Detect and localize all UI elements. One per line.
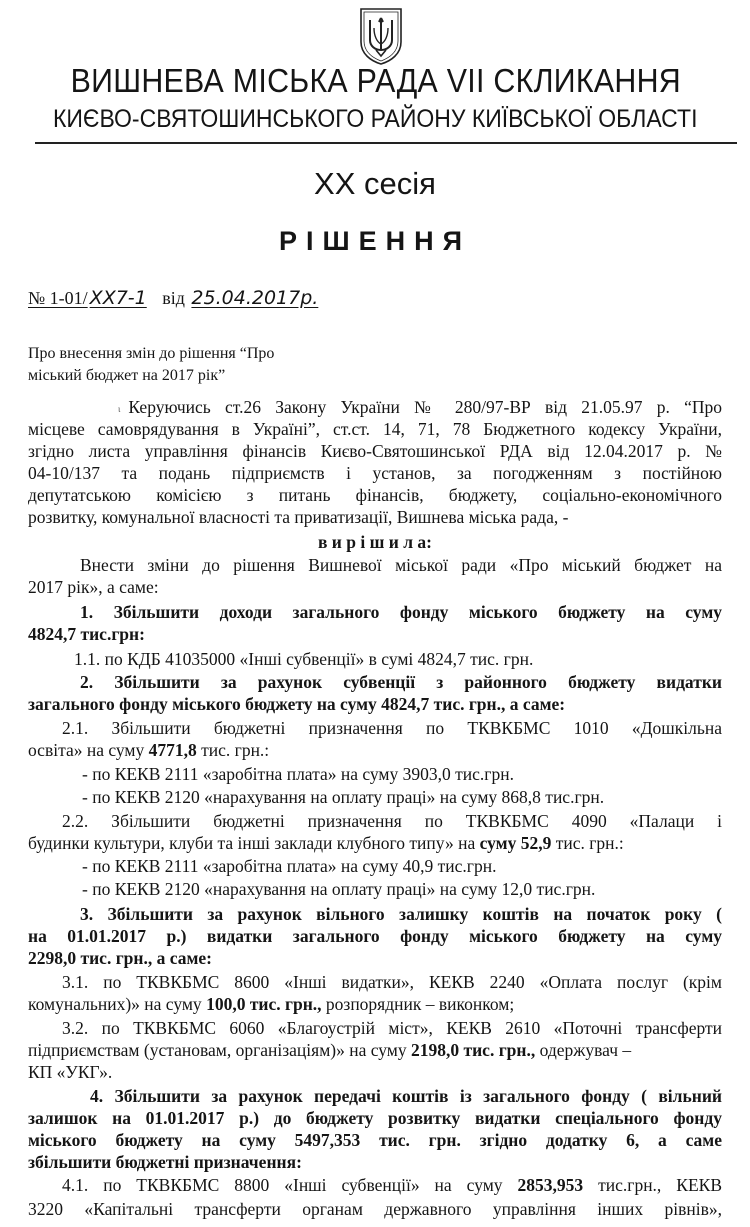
decision-number-prefix: № 1-01/ [28,288,88,308]
header-divider [35,142,737,144]
item-3-heading: 3. Збільшити за рахунок вільного залишку коштів на початок року ( [80,904,722,924]
item-4-1: 3220 «Капітальні трансферти органам державного управління інших рівнів», [28,1199,722,1219]
item-3-2: підприємствам (установам, організаціям)» на суму 2198,0 тис. грн., одержувач – [28,1040,632,1060]
decision-number-line [28,287,320,309]
item-4-1: 4.1. по ТКВКБМС 8800 «Інші субвенції» на суму 2853,953 тис.грн., КЕКВ [62,1175,722,1195]
item-3-2: 3.2. по ТКВКБМС 6060 «Благоустрій міст», КЕКВ 2610 «Поточні трансферти [62,1018,722,1038]
item-2-heading: загального фонду міського бюджету на суму 4824,7 тис. грн., а саме: [28,694,566,714]
subject-line: Про внесення змін до рішення “Про [28,345,275,362]
item-2-2: 2.2. Збільшити бюджетні призначення по ТКВКБМС 4090 «Палаци і [62,811,722,831]
item-3-2: КП «УКГ». [28,1062,113,1082]
preamble-line: ι Керуючись ст.26 Закону України № 280/97-ВР від 21.05.97 р. “Про [118,397,722,417]
item-2-2-b: - по КЕКВ 2120 «нарахування на оплату праці» на суму 12,0 тис.грн. [82,879,596,899]
item-2-1: 2.1. Збільшити бюджетні призначення по ТКВКБМС 1010 «Дошкільна [62,718,722,738]
council-name: ВИШНЕВА МІСЬКА РАДА VII СКЛИКАННЯ [70,62,681,99]
item-1-heading: 1. Збільшити доходи загального фонду міського бюджету на суму [80,602,722,622]
council-district: КИЄВО-СВЯТОШИНСЬКОГО РАЙОНУ КИЇВСЬКОЇ ОБЛАСТІ [52,105,698,133]
item-4-heading: 4. Збільшити за рахунок передачі коштів із загального фонду ( вільний [90,1086,722,1106]
subject-line: міський бюджет на 2017 рік” [28,367,226,384]
preamble-line: депутатською комісією з питань фінансів, бюджету, соціально-економічного [28,485,722,505]
item-4-heading: міського бюджету на суму 5497,353 тис. грн. згідно додатку 6, а саме [28,1130,722,1150]
item-3-heading: 2298,0 тис. грн., а саме: [28,948,212,968]
item-2-1: освіта» на суму 4771,8 тис. грн.: [28,740,270,760]
item-2-2-a: - по КЕКВ 2111 «заробітна плата» на суму 40,9 тис.грн. [82,856,497,876]
document-title: РІШЕННЯ [278,226,472,256]
preamble-line: місцеве самоврядування в Україні”, ст.ст. 14, 71, 78 Бюджетного кодексу України, [28,419,722,439]
trident-coat-of-arms-icon [358,6,404,66]
item-2-1-b: - по КЕКВ 2120 «нарахування на оплату праці» на суму 868,8 тис.грн. [82,787,605,807]
item-1-1: 1.1. по КДБ 41035000 «Інші субвенції» в сумі 4824,7 тис. грн. [74,649,534,669]
item-2-1-a: - по КЕКВ 2111 «заробітна плата» на суму 3903,0 тис.грн. [82,764,514,784]
item-2-heading: 2. Збільшити за рахунок субвенції з районного бюджету видатки [80,672,722,692]
decision-subject [28,343,368,387]
preamble-line: розвитку, комунальної власності та приватизації, Вишнева міська рада, - [28,507,569,527]
item-3-1: комунальних)» на суму 100,0 тис. грн., розпорядник – виконком; [28,994,515,1014]
date-label: від [162,288,185,308]
item-2-2: будинки культури, клуби та інші заклади клубного типу» на суму 52,9 тис. грн.: [28,833,624,853]
item-3-heading: на 01.01.2017 р.) видатки загального фонду міського бюджету на суму [28,926,722,946]
margin-mark: ι [118,403,121,414]
preamble-line: згідно листа управління фінансів Києво-Святошинської РДА від 12.04.2017 р. № [28,441,722,461]
resolved-heading: в и р і ш и л а: [317,532,432,552]
item-4-heading: збільшити бюджетні призначення: [28,1152,302,1172]
item-1-heading: 4824,7 тис.грн: [28,624,145,644]
session-label: XX сесія [314,166,436,201]
item-4-heading: залишок на 01.01.2017 р.) до бюджету розвитку видатки спеціального фонду [28,1108,722,1128]
body-line: Внести зміни до рішення Вишневої міської ради «Про міський бюджет на [80,555,722,575]
body-line: 2017 рік», а саме: [28,577,159,597]
decision-number-handwritten: XX7-1 [89,287,147,309]
decision-date-handwritten: 25.04.2017р. [191,287,319,309]
item-3-1: 3.1. по ТКВКБМС 8600 «Інші видатки», КЕКВ 2240 «Оплата послуг (крім [62,972,722,992]
preamble-line: 04-10/137 та подань підприємств і установ, за погодженням з постійною [28,463,722,483]
